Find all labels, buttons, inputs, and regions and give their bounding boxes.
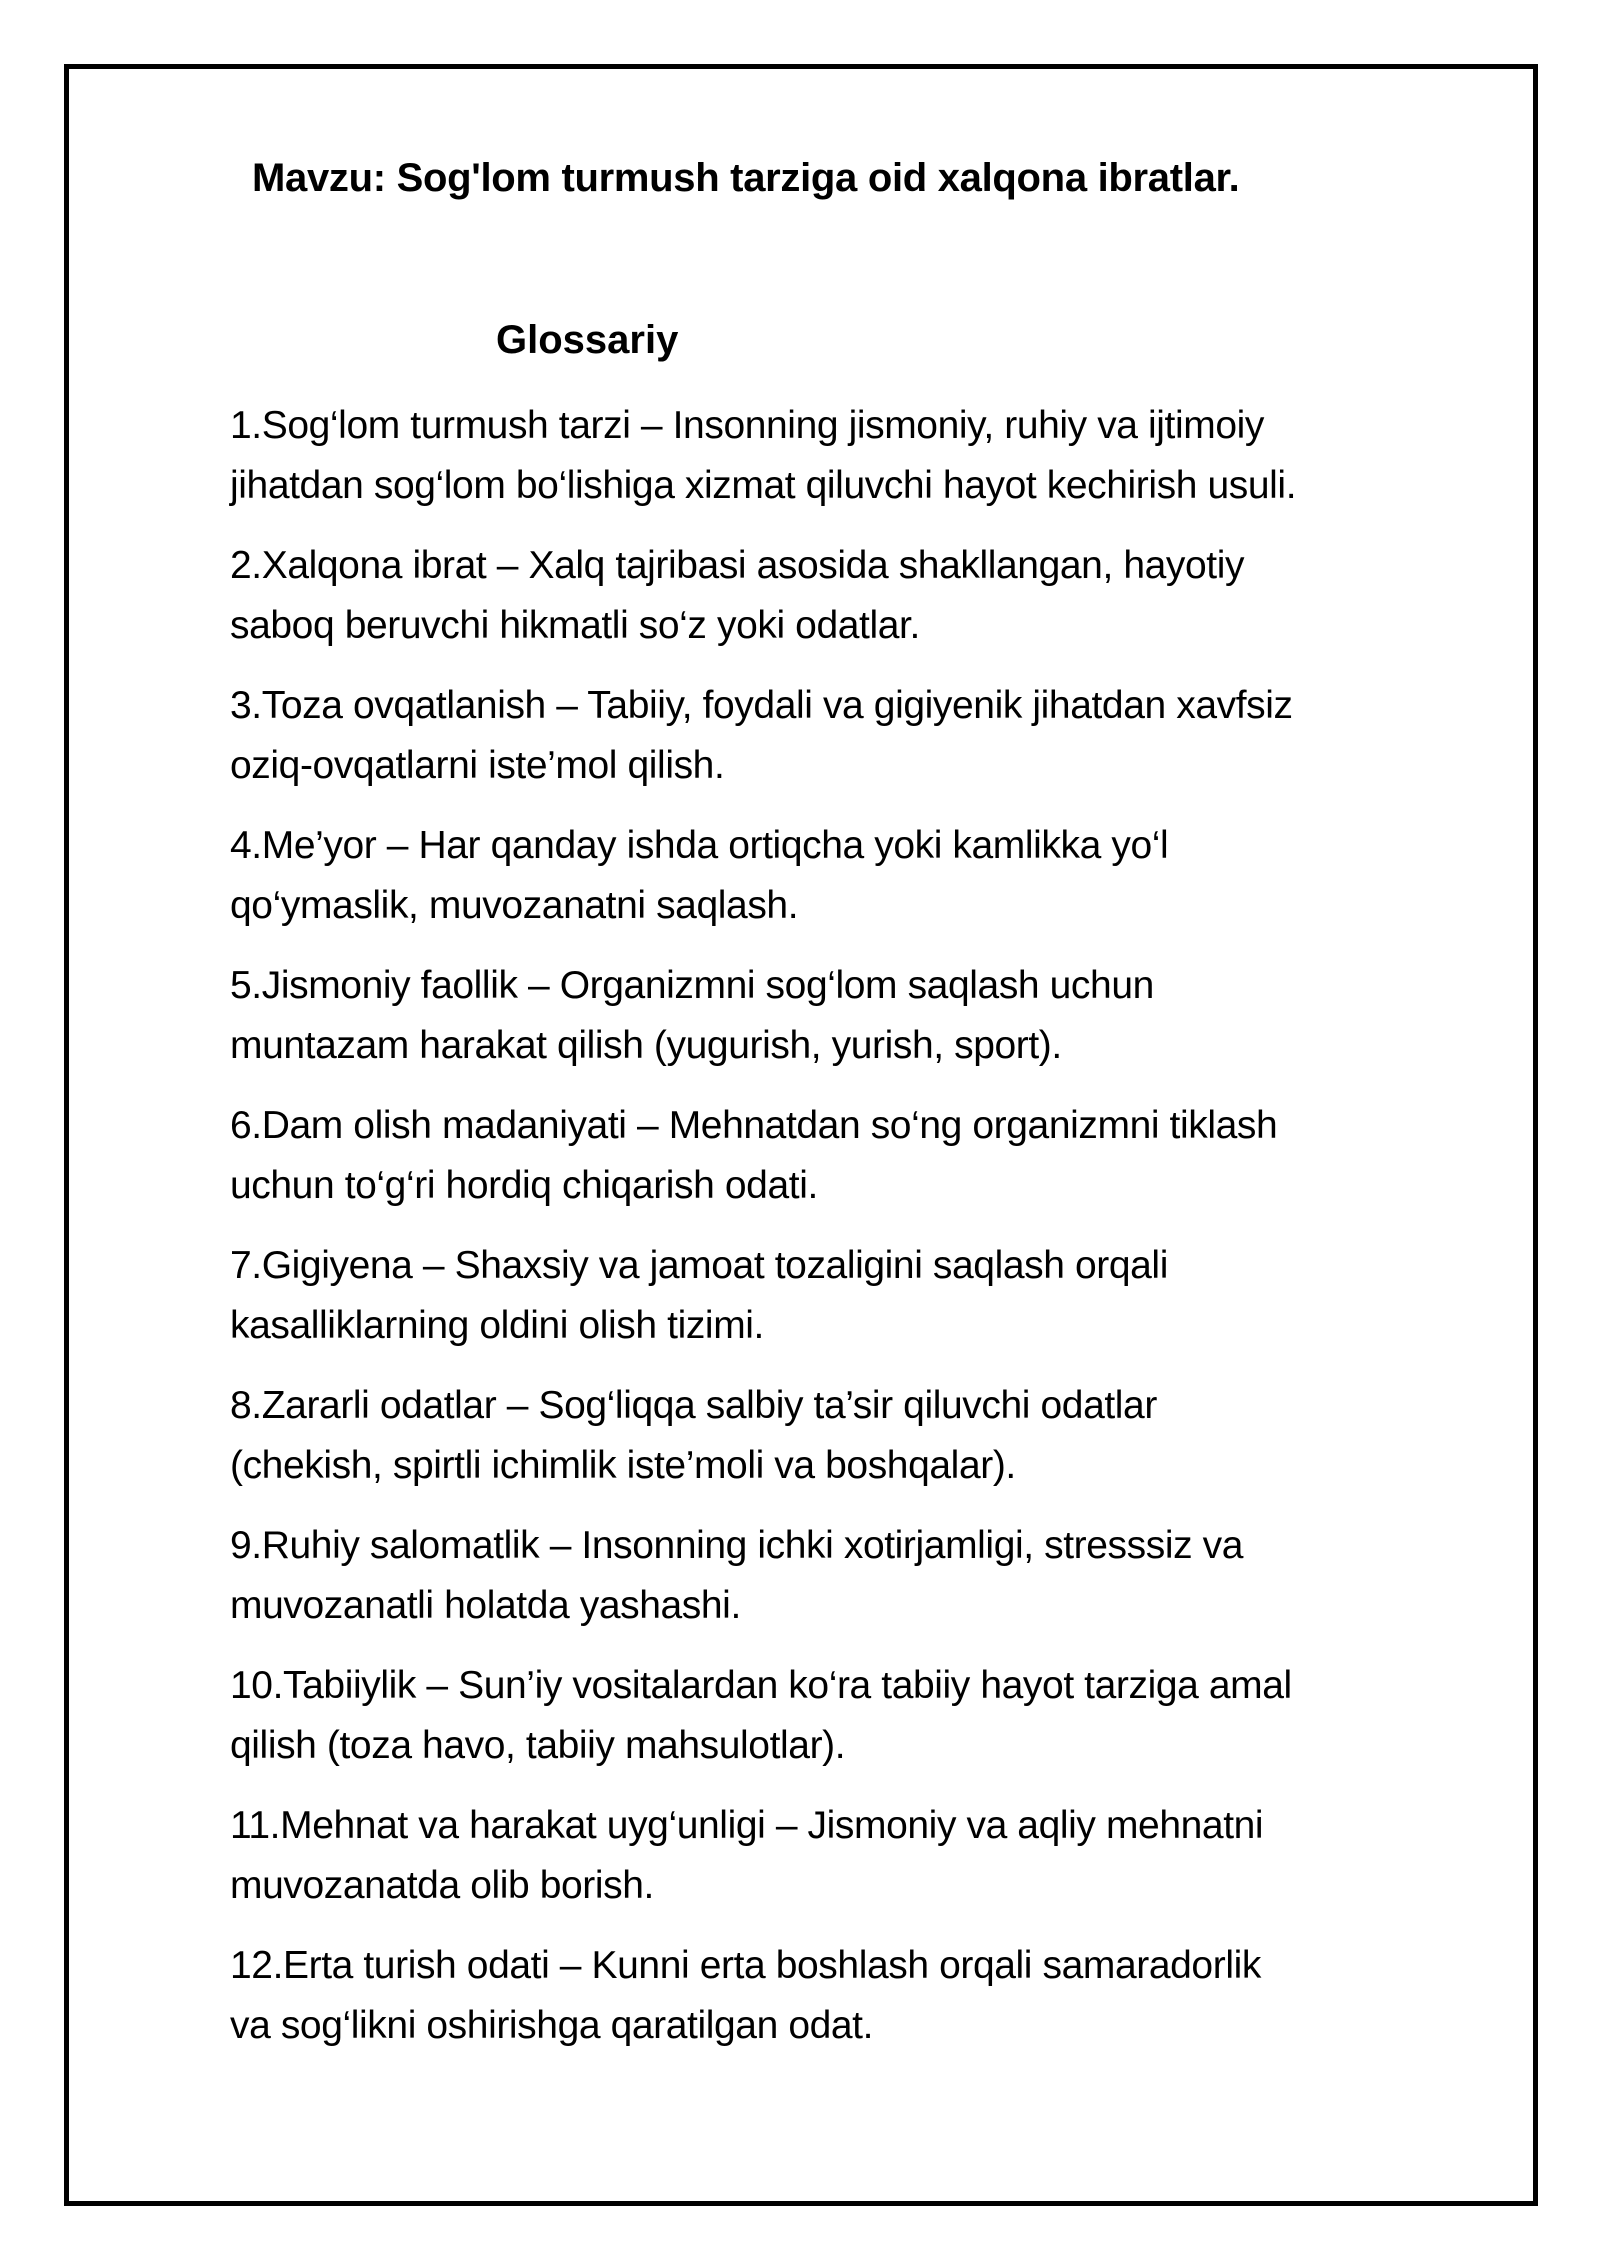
entry-line: muntazam harakat qilish (yugurish, yurish, sport). — [230, 1024, 1062, 1067]
glossary-entry — [230, 1656, 1520, 1796]
entry-line: 5.Jismoniy faollik – Organizmni sog‘lom saqlash uchun — [230, 964, 1154, 1007]
entry-line: 2.Xalqona ibrat – Xalq tajribasi asosida shakllangan, hayotiy — [230, 544, 1245, 587]
entry-line: muvozanatli holatda yashashi. — [230, 1584, 741, 1627]
glossary-entry — [230, 536, 1520, 676]
entry-line: va sog‘likni oshirishga qaratilgan odat. — [230, 2004, 874, 2047]
entry-line: (chekish, spirtli ichimlik iste’moli va boshqalar). — [230, 1444, 1016, 1487]
entry-line: qo‘ymaslik, muvozanatni saqlash. — [230, 884, 799, 927]
glossary-entry — [230, 396, 1520, 536]
glossary-entry — [230, 816, 1520, 956]
glossary-entry — [230, 956, 1520, 1096]
entry-line: 3.Toza ovqatlanish – Tabiiy, foydali va gigiyenik jihatdan xavfsiz — [230, 684, 1293, 727]
entry-line: uchun to‘g‘ri hordiq chiqarish odati. — [230, 1164, 818, 1207]
entry-line: 1.Sog‘lom turmush tarzi – Insonning jismoniy, ruhiy va ijtimoiy — [230, 404, 1264, 447]
glossary-entry — [230, 1096, 1520, 1236]
glossary-entry — [230, 1376, 1520, 1516]
entry-line: 10.Tabiiylik – Sun’iy vositalardan ko‘ra tabiiy hayot tarziga amal — [230, 1664, 1292, 1707]
entry-line: jihatdan sog‘lom bo‘lishiga xizmat qiluvchi hayot kechirish usuli. — [230, 464, 1297, 507]
entry-line: 9.Ruhiy salomatlik – Insonning ichki xotirjamligi, stresssiz va — [230, 1524, 1244, 1567]
entry-line: 6.Dam olish madaniyati – Mehnatdan so‘ng organizmni tiklash — [230, 1104, 1278, 1147]
glossary-entry — [230, 1516, 1520, 1656]
glossary-heading: Glossariy — [496, 318, 679, 362]
entry-line: muvozanatda olib borish. — [230, 1864, 654, 1907]
entry-line: 7.Gigiyena – Shaxsiy va jamoat tozaligini saqlash orqali — [230, 1244, 1168, 1287]
glossary-list — [230, 396, 1520, 2076]
entry-line: qilish (toza havo, tabiiy mahsulotlar). — [230, 1724, 846, 1767]
entry-line: saboq beruvchi hikmatli so‘z yoki odatlar. — [230, 604, 920, 647]
entry-line: 8.Zararli odatlar – Sog‘liqqa salbiy ta’sir qiluvchi odatlar — [230, 1384, 1157, 1427]
entry-line: 4.Me’yor – Har qanday ishda ortiqcha yoki kamlikka yo‘l — [230, 824, 1169, 867]
entry-line: oziq-ovqatlarni iste’mol qilish. — [230, 744, 725, 787]
glossary-entry — [230, 1236, 1520, 1376]
document-title: Mavzu: Sog'lom turmush tarziga oid xalqona ibratlar. — [252, 156, 1240, 200]
glossary-entry — [230, 1936, 1520, 2076]
entry-line: kasalliklarning oldini olish tizimi. — [230, 1304, 764, 1347]
entry-line: 11.Mehnat va harakat uyg‘unligi – Jismoniy va aqliy mehnatni — [230, 1804, 1264, 1847]
entry-line: 12.Erta turish odati – Kunni erta boshlash orqali samaradorlik — [230, 1944, 1261, 1987]
glossary-entry — [230, 676, 1520, 816]
glossary-entry — [230, 1796, 1520, 1936]
